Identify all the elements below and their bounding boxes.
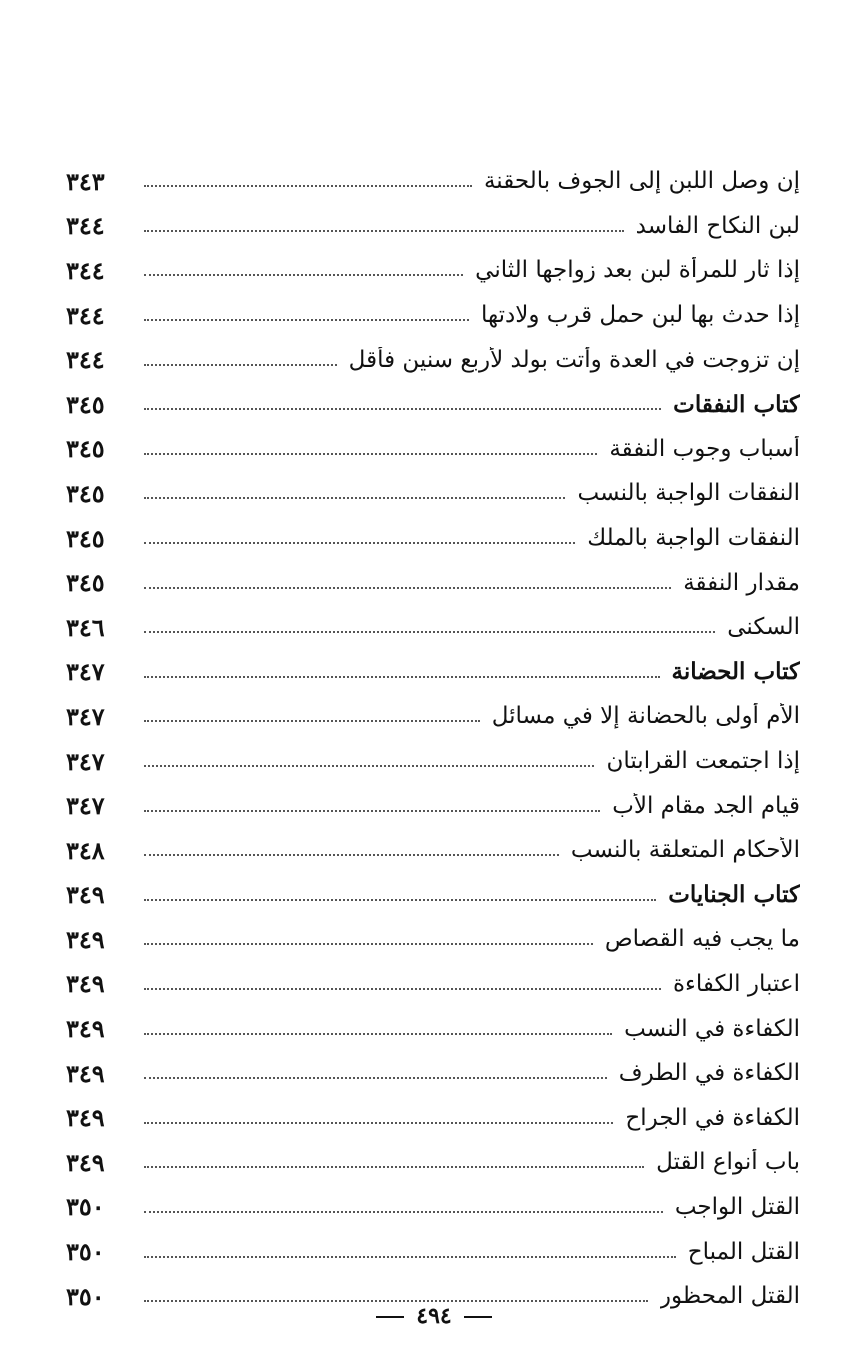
toc-page-number: ٣٤٩ (66, 924, 105, 954)
dot-leader (144, 587, 671, 589)
dot-leader (144, 497, 565, 499)
toc-entry-title: كتاب الحضانة (671, 658, 800, 686)
toc-entry-title: إن وصل اللبن إلى الجوف بالحقنة (483, 168, 800, 195)
toc-page-number: ٣٤٩ (66, 969, 105, 999)
toc-page-number: ٣٤٨ (66, 835, 105, 865)
toc-page-number: ٣٤٩ (66, 1058, 105, 1088)
toc-page-number: ٣٤٤ (66, 211, 105, 241)
dot-leader (144, 631, 715, 633)
toc-section-heading (66, 379, 800, 424)
toc-page-number: ٣٤٤ (66, 345, 105, 375)
toc-entry (66, 513, 800, 558)
toc-entry-title: النفقات الواجبة بالنسب (577, 480, 800, 507)
dot-leader (144, 542, 575, 544)
toc-entry (66, 156, 800, 201)
dot-leader (144, 319, 469, 321)
dot-leader (144, 453, 597, 455)
dot-leader (144, 364, 337, 366)
dot-leader (144, 230, 624, 232)
toc-entry-title: الأحكام المتعلقة بالنسب (570, 837, 800, 864)
toc-entry (66, 245, 800, 290)
toc-entry-title: الكفاءة في الطرف (618, 1060, 800, 1087)
dot-leader (144, 1300, 648, 1302)
toc-entry-title: إذا حدث بها لبن حمل قرب ولادتها (480, 302, 800, 329)
dot-leader (144, 720, 480, 722)
toc-page-number: ٣٤٣ (66, 166, 105, 196)
toc-entry-title: ما يجب فيه القصاص (604, 926, 800, 953)
toc-entry (66, 736, 800, 781)
toc-entry-title: مقدار النفقة (683, 569, 800, 596)
dot-leader (144, 765, 594, 767)
toc-entry (66, 1182, 800, 1227)
toc-page-number: ٣٤٧ (66, 791, 105, 821)
toc-entry (66, 959, 800, 1004)
toc-entry-title: الكفاءة في النسب (624, 1015, 800, 1042)
toc-entry (66, 1048, 800, 1093)
toc-entry (66, 1226, 800, 1271)
toc-entry-title: السكنى (727, 614, 800, 641)
toc-entry (66, 201, 800, 246)
dot-leader (144, 1033, 612, 1035)
dot-leader (144, 988, 661, 990)
footer-dash-right (464, 1316, 492, 1318)
toc-entry (66, 557, 800, 602)
toc-page-number: ٣٤٩ (66, 1014, 105, 1044)
toc-entry-title: كتاب الجنايات (668, 881, 800, 909)
toc-section-heading (66, 647, 800, 692)
toc-page-number: ٣٤٥ (66, 434, 105, 464)
toc-entry-title: الكفاءة في الجراح (625, 1104, 800, 1131)
toc-page-number: ٣٤٥ (66, 523, 105, 553)
dot-leader (144, 1211, 663, 1213)
dot-leader (144, 274, 463, 276)
toc-entry-title: كتاب النفقات (673, 390, 800, 418)
dot-leader (144, 810, 600, 812)
toc-entry-title: لبن النكاح الفاسد (635, 212, 800, 239)
toc-page-number: ٣٥٠ (66, 1192, 105, 1222)
toc-entry-title: اعتبار الكفاءة (672, 970, 800, 997)
toc-entry-title: الأم أولى بالحضانة إلا في مسائل (491, 703, 800, 730)
toc-page-number: ٣٤٩ (66, 880, 105, 910)
page-footer (0, 1303, 868, 1329)
toc-page-number: ٣٤٤ (66, 300, 105, 330)
dot-leader (144, 943, 593, 945)
toc-page-number: ٣٤٧ (66, 701, 105, 731)
toc-page-number: ٣٤٤ (66, 255, 105, 285)
dot-leader (144, 854, 559, 856)
dot-leader (144, 1166, 644, 1168)
toc-entry (66, 691, 800, 736)
dot-leader (144, 185, 472, 187)
toc-page-number: ٣٤٩ (66, 1103, 105, 1133)
dot-leader (144, 1256, 676, 1258)
toc-entry-title: القتل المحظور (659, 1283, 800, 1310)
footer-dash-left (376, 1316, 404, 1318)
table-of-contents (66, 156, 800, 1315)
toc-entry (66, 780, 800, 825)
dot-leader (144, 1122, 613, 1124)
toc-page-number: ٣٤٧ (66, 657, 105, 687)
dot-leader (144, 899, 656, 901)
toc-entry-title: القتل المباح (687, 1238, 800, 1265)
toc-entry (66, 602, 800, 647)
toc-entry (66, 334, 800, 379)
toc-entry (66, 914, 800, 959)
toc-entry-title: النفقات الواجبة بالملك (587, 525, 800, 552)
toc-entry (66, 290, 800, 335)
toc-page-number: ٣٥٠ (66, 1237, 105, 1267)
toc-page-number: ٣٤٥ (66, 389, 105, 419)
toc-entry (66, 825, 800, 870)
toc-page-number: ٣٤٥ (66, 478, 105, 508)
toc-page-number: ٣٤٧ (66, 746, 105, 776)
toc-entry-title: القتل الواجب (674, 1193, 800, 1220)
toc-page-number: ٣٤٥ (66, 568, 105, 598)
toc-entry (66, 468, 800, 513)
dot-leader (144, 1077, 607, 1079)
toc-entry (66, 424, 800, 469)
toc-entry-title: قيام الجد مقام الأب (612, 792, 800, 819)
footer-page-number: ٤٩٤ (416, 1303, 452, 1329)
toc-entry (66, 1137, 800, 1182)
dot-leader (144, 676, 660, 678)
toc-entry-title: إذا ثار للمرأة لبن بعد زواجها الثاني (475, 257, 800, 284)
toc-page-number: ٣٤٦ (66, 612, 105, 642)
toc-section-heading (66, 870, 800, 915)
toc-entry-title: أسباب وجوب النفقة (609, 435, 800, 462)
dot-leader (144, 408, 661, 410)
toc-page-number: ٣٤٩ (66, 1147, 105, 1177)
toc-entry (66, 1003, 800, 1048)
toc-entry-title: باب أنواع القتل (656, 1149, 800, 1176)
toc-entry-title: إن تزوجت في العدة وأتت بولد لأربع سنين فأقل (348, 346, 800, 373)
toc-entry-title: إذا اجتمعت القرابتان (606, 748, 800, 775)
toc-page-number: ٣٥٠ (66, 1281, 105, 1311)
toc-entry (66, 1092, 800, 1137)
